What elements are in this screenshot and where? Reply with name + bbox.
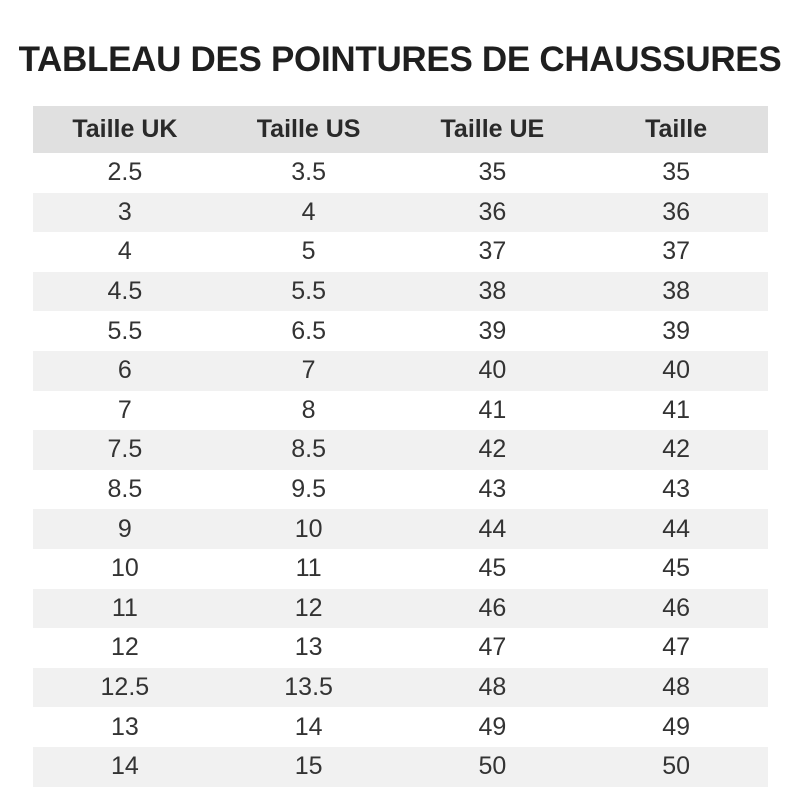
cell-eu: 39 <box>478 316 507 345</box>
table-row <box>33 232 768 272</box>
cell-uk: 11 <box>111 593 138 622</box>
cell-eu: 42 <box>478 435 507 464</box>
cell-uk: 8.5 <box>107 475 143 504</box>
cell-uk: 12 <box>110 633 139 662</box>
cell-eu: 46 <box>478 593 507 622</box>
cell-us: 9.5 <box>291 475 326 504</box>
table-row <box>33 707 768 747</box>
cell-us: 8 <box>301 395 316 424</box>
table-row <box>33 668 768 708</box>
cell-size: 49 <box>662 712 691 741</box>
cell-uk: 10 <box>110 554 139 583</box>
column-header-eu: Taille UE <box>440 115 545 143</box>
table-row <box>33 628 768 668</box>
cell-size: 47 <box>662 633 691 662</box>
cell-us: 4 <box>301 197 316 226</box>
table-row <box>33 589 768 629</box>
cell-size: 42 <box>662 435 691 464</box>
table-row <box>33 351 768 391</box>
table-row <box>33 193 768 233</box>
cell-uk: 14 <box>110 752 139 781</box>
cell-size: 35 <box>662 158 691 187</box>
cell-eu: 36 <box>478 197 507 226</box>
cell-size: 43 <box>662 475 691 504</box>
table-header <box>33 106 768 153</box>
cell-size: 38 <box>662 277 691 306</box>
cell-uk: 4 <box>117 237 132 266</box>
cell-uk: 12.5 <box>100 673 150 702</box>
cell-eu: 44 <box>478 514 507 543</box>
cell-eu: 40 <box>478 356 507 385</box>
cell-us: 6.5 <box>291 316 326 345</box>
table-row <box>33 311 768 351</box>
cell-uk: 4.5 <box>107 277 143 306</box>
cell-uk: 7.5 <box>107 435 143 464</box>
table-row <box>33 509 768 549</box>
table-row <box>33 272 768 312</box>
header-row <box>33 106 768 153</box>
cell-size: 41 <box>662 395 691 424</box>
cell-size: 37 <box>662 237 691 266</box>
cell-size: 46 <box>662 593 691 622</box>
table-row <box>33 391 768 431</box>
column-header-us: Taille US <box>256 115 361 143</box>
shoe-size-table <box>33 106 768 787</box>
cell-size: 39 <box>662 316 691 345</box>
cell-us: 12 <box>294 593 323 622</box>
cell-us: 10 <box>294 514 323 543</box>
cell-us: 5 <box>301 237 316 266</box>
cell-us: 8.5 <box>291 435 326 464</box>
column-header-uk: Taille UK <box>72 115 178 143</box>
cell-size: 50 <box>662 752 691 781</box>
table-body <box>33 153 768 787</box>
cell-eu: 48 <box>478 673 507 702</box>
table-row <box>33 430 768 470</box>
cell-eu: 45 <box>478 554 507 583</box>
cell-us: 5.5 <box>291 277 326 306</box>
cell-us: 3.5 <box>291 158 326 187</box>
table-row <box>33 470 768 510</box>
cell-size: 36 <box>662 197 691 226</box>
cell-uk: 5.5 <box>107 316 143 345</box>
cell-us: 13.5 <box>284 673 333 702</box>
cell-us: 7 <box>301 356 316 385</box>
cell-uk: 2.5 <box>107 158 143 187</box>
page-title: TABLEAU DES POINTURES DE CHAUSSURES <box>18 40 782 79</box>
cell-eu: 41 <box>478 395 507 424</box>
cell-us: 15 <box>294 752 323 781</box>
cell-uk: 3 <box>117 197 132 226</box>
column-header-size: Taille <box>645 115 708 143</box>
cell-eu: 50 <box>478 752 507 781</box>
cell-us: 13 <box>294 633 323 662</box>
cell-eu: 43 <box>478 475 507 504</box>
cell-eu: 37 <box>478 237 507 266</box>
table-row <box>33 153 768 193</box>
cell-eu: 38 <box>478 277 507 306</box>
table-row <box>33 747 768 787</box>
cell-uk: 7 <box>117 395 132 424</box>
cell-eu: 35 <box>478 158 507 187</box>
cell-us: 14 <box>294 712 323 741</box>
cell-eu: 47 <box>478 633 507 662</box>
cell-uk: 13 <box>110 712 139 741</box>
table-row <box>33 549 768 589</box>
cell-eu: 49 <box>478 712 507 741</box>
cell-size: 45 <box>662 554 691 583</box>
cell-uk: 6 <box>117 356 132 385</box>
cell-size: 40 <box>662 356 691 385</box>
cell-us: 11 <box>295 554 322 583</box>
cell-size: 48 <box>662 673 691 702</box>
cell-size: 44 <box>662 514 691 543</box>
cell-uk: 9 <box>117 514 132 543</box>
